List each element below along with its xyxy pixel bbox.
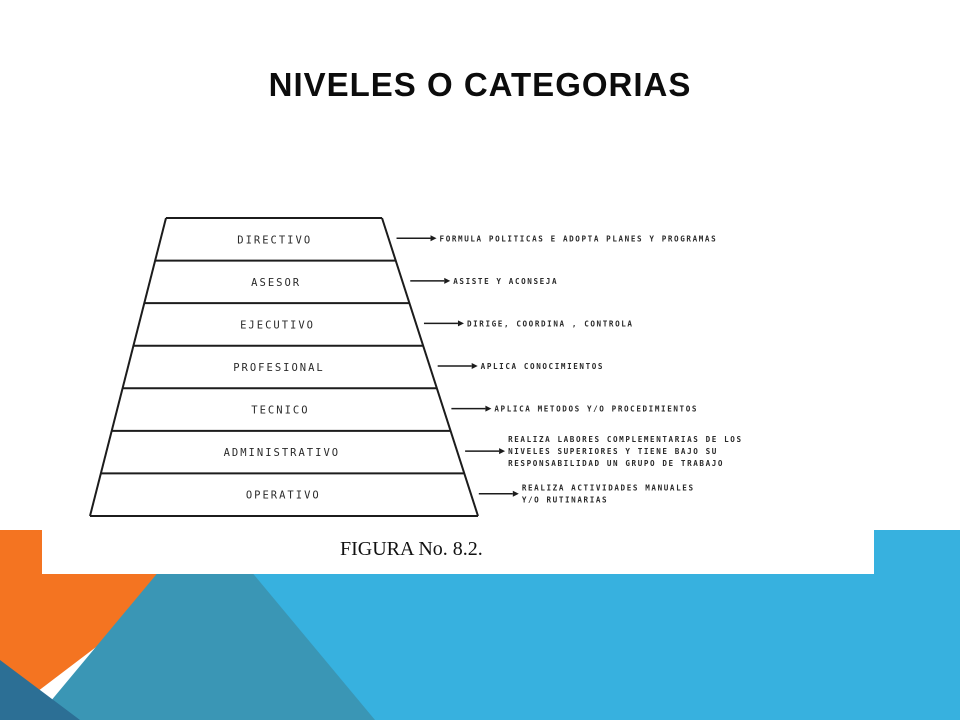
level-label-administrativo: ADMINISTRATIVO xyxy=(223,447,341,460)
level-description-administrativo: RESPONSABILIDAD UN GRUPO DE TRABAJO xyxy=(508,459,725,469)
level-description-tecnico: APLICA METODOS Y/O PROCEDIMIENTOS xyxy=(494,404,699,414)
level-description-operativo: Y/O RUTINARIAS xyxy=(521,495,609,505)
level-description-operativo: REALIZA ACTIVIDADES MANUALES xyxy=(521,483,695,493)
level-label-tecnico: TECNICO xyxy=(251,404,310,417)
pyramid-left-edge xyxy=(90,218,166,516)
level-description-ejecutivo: DIRIGE, COORDINA , CONTROLA xyxy=(466,319,634,329)
level-description-administrativo: NIVELES SUPERIORES Y TIENE BAJO SU xyxy=(508,447,718,457)
level-description-asesor: ASISTE Y ACONSEJA xyxy=(453,276,559,286)
arrow-head-icon xyxy=(499,448,505,454)
arrow-head-icon xyxy=(431,235,437,241)
pyramid-diagram xyxy=(42,186,874,574)
arrow-head-icon xyxy=(513,491,519,497)
slide-title: NIVELES O CATEGORIAS xyxy=(268,66,692,103)
level-label-directivo: DIRECTIVO xyxy=(237,234,313,247)
figure-caption: FIGURA No. 8.2. xyxy=(340,538,483,560)
figure-panel xyxy=(42,186,874,574)
arrow-head-icon xyxy=(458,320,464,326)
arrow-head-icon xyxy=(472,363,478,369)
descriptions-group xyxy=(397,234,743,504)
arrow-head-icon xyxy=(485,406,491,412)
arrow-head-icon xyxy=(444,278,450,284)
level-label-asesor: ASESOR xyxy=(251,276,302,289)
pyramid-group xyxy=(90,218,478,516)
level-description-profesional: APLICA CONOCIMIENTOS xyxy=(480,362,605,371)
level-label-ejecutivo: EJECUTIVO xyxy=(240,319,316,332)
level-label-operativo: OPERATIVO xyxy=(245,489,321,502)
level-description-administrativo: REALIZA LABORES COMPLEMENTARIAS DE LOS xyxy=(508,435,743,445)
pyramid-right-edge xyxy=(382,218,478,516)
level-description-directivo: FORMULA POLITICAS E ADOPTA PLANES Y PROGRAMAS xyxy=(439,234,718,244)
level-label-profesional: PROFESIONAL xyxy=(233,362,325,374)
